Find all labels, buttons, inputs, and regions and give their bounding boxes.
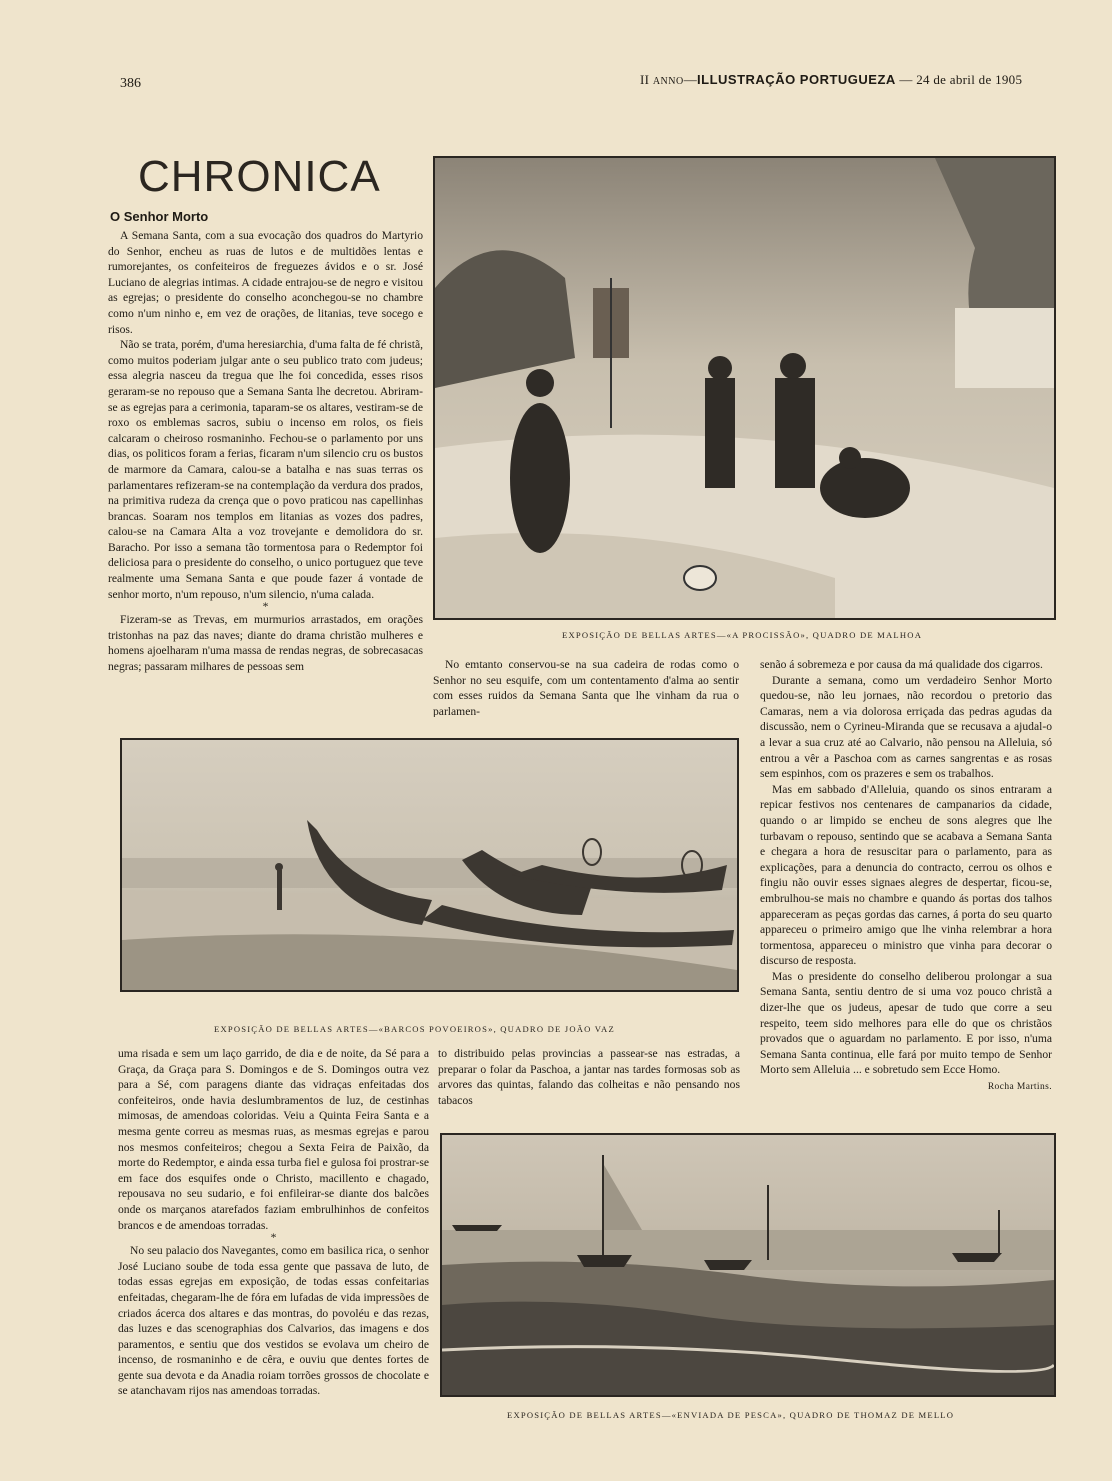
paragraph: No seu palacio dos Navegantes, como em basilica rica, o senhor José Luciano soube de toda essa gente que passava de luto, de todas essas egrejas em exposição, de todas essas confeitarias enfeitadas, chegaram-lhe de fóra em lufadas de vida impressões de criados ácerca dos altares e das montras, do povoléu e das rezas, das luzes e das scenographias dos Calvarios, das imagens e dos paramentos, e sentiu que dos vestidos se evolava um cheiro de incenso, de rosmaninho e de cêra, e ouviu que dentes fortes de gente sua devota e da Anadia roiam torrões grossos de chocolate e se atanchavam rijos nas amendoas torradas. [118,1244,429,1398]
article-subtitle: O Senhor Morto [110,209,209,224]
publication-name: ILLUSTRAÇÃO PORTUGUEZA [697,72,896,87]
text-column-2 [433,657,739,717]
caption-seascape: EXPOSIÇÃO DE BELLAS ARTES—«ENVIADA DE PESCA», QUADRO DE THOMAZ DE MELLO [507,1410,955,1420]
header-year: II [640,72,650,87]
header-anno: ANNO [652,76,684,87]
paragraph: to distribuido pelas provincias a passear-se nas estradas, a preparar o folar da Paschoa, a jantar nas tardes formosas sob as arvores das quintas, falando das colheitas e não pensando nos tabacos [438,1047,740,1107]
text-column-4 [118,1046,429,1429]
paragraph: A Semana Santa, com a sua evocação dos quadros do Martyrio do Senhor, encheu as ruas de lutos e de multidões lentas e rumorejantes, os confeiteiros de freguezes ávidos e o sr. José Luciano de alegrias intimas. A cidade entrajou-se de negro e visitou as egrejas; o presidente do conselho aconchegou-se no chambre como n'um ninho e, em vez de orações, de litanias, teve socego e risos. [108,229,423,336]
paragraph: uma risada e sem um laço garrido, de dia e de noite, da Sé para a Graça, da Graça para S. Domingos e de S. Domingos outra vez para a Sé, com paragens diante das vidraças enfeitadas dos confeiteiros, onde havia deslumbramentos de luz, de cestinhas mimosas, de amendoas coloridas. Veiu a Quinta Feira Santa e a mesma gente correu as mesmas ruas, as mesmas egrejas e parou nos mesmos confeiteiros; chegou a Sexta Feira de Paixão, da morte do Redemptor, e ainda essa turba fiel e gulosa foi prostrar-se em face dos esquifes onde o Christo, macillento e chagado, repousava no seu sudario, e foi enfileirar-se diante dos balcões onde os marçanos atarefados faziam embrulhinhos de confeitos brancos e de amendoas torradas. [118,1047,429,1232]
author-signature: Rocha Martins. [987,1082,1052,1093]
text-column-3 [760,657,1052,1109]
running-header: II ANNO—ILLUSTRAÇÃO PORTUGUEZA — 24 de abril de 1905 [640,72,1023,87]
page-number: 386 [120,76,141,91]
painting-seascape-icon [442,1135,1054,1395]
paragraph: Fizeram-se as Trevas, em murmurios arrastados, em orações tristonhas na paz das naves; diante do drama christão mulheres e homens ajoelharam n'uma massa de rendas negras, de sobrecasacas negras; passaram milhares de pessoas sem [108,613,423,674]
article-title: CHRONICA [138,152,381,201]
paragraph: Não se trata, porém, d'uma heresiarchia, d'uma falta de fé christã, como muitos poderiam julgar ante o seu publico trato com judeus; essa alegria nasceu da tregua que lhe foi concedida, esses risos geraram-se no repouso que a Semana Santa lhe decretou. Abriram-se as egrejas para a cerimonia, taparam-se os altares, vestiram-se de roxo os emblemas sacros, subiu o incenso em rolos, os fieis calcaram o cheiroso rosmaninho. Fechou-se o parlamento por uns dias, os politicos foram a ferias, ficaram n'um silencio cru os bustos de marmore da Camara, calou-se a batalha e nas suas terras os parlamentares refizeram-se na contemplação da verdura dos prados, na primitiva rudeza da crença que o povo praticou nas capellinhas brancas. Soaram nos templos em litanias as vozes dos padres, calou-se na Camara Alta a voz trovejante e demolidora do sr. Baracho. Por isso a semana tão tormentosa para o Redemptor foi deliciosa para o presidente do conselho, o unico portuguez que teve realmente uma Semana Santa e que poude fazer á vontade de senhor morto, n'um repouso, n'um silencio, n'uma calada. [108,338,423,601]
text-column-5 [438,1046,740,1108]
caption-procession: EXPOSIÇÃO DE BELLAS ARTES—«A PROCISSÃO», QUADRO DE MALHOA [562,630,923,640]
paragraph: Durante a semana, como um verdadeiro Senhor Morto quedou-se, não leu jornaes, não recordou o pretorio das Camaras, nem a via dolorosa erriçada das pedras agudas da discussão, nem o Cyrineu-Miranda que se recusava a ajudal-o a levar a sua cruz até ao Calvario, não pensou na Alleluia, só entrou a vêr a Paschoa com as carnes sangrentas e as rosas sem espinhos, com os prazeres e sem os trabalhos. [760,673,1052,781]
painting-procession-icon [435,158,1054,618]
paragraph: Mas em sabbado d'Alleluia, quando os sinos entraram a repicar festivos nos centenares de campanarios da cidade, quando o ar limpido se encheu de sons alegres que lhe turbavam o repouso, sentindo que se acabava a Semana Santa e chegara a hora de resuscitar para o parlamento, para as explicações, para a denuncia do contracto, cerrou os olhos e fingiu não ouvir esses signaes alegres de despertar, ficou-se, embrulhou-se mais no chambre e quando ás portas dos talhos appareceram as peças gordas das carnes, á porta do seu quarto appareceu o primeiro amigo que lhe vinha relembrar a hora tormentosa, appareceu o ministro que vinha para decorar o discurso de resposta. [760,782,1052,968]
caption-boats: EXPOSIÇÃO DE BELLAS ARTES—«BARCOS POVOEIROS», QUADRO DE JOÃO VAZ [214,1024,615,1034]
paragraph: No emtanto conservou-se na sua cadeira de rodas como o Senhor no seu esquife, com um contentamento d'alma ao sentir com esses ruidos da Semana Santa que lhe vinham da rua o parlamen- [433,658,739,717]
paragraph: Mas o presidente do conselho deliberou prolongar a sua Semana Santa, sentiu dentro de si uma voz pouco christã a dizer-lhe que os judeus, apesar de tudo que corre a seu respeito, teem sido melhores para elle do que os christãos provados que o aguardam no parlamento. E por isso, n'uma Semana Santa continua, elle fará por muito tempo de Senhor Morto sem Alleluia ... e sobretudo sem Ecce Homo. [760,969,1052,1077]
paragraph: senão á sobremeza e por causa da má qualidade dos cigarros. [760,658,1043,671]
painting-seascape [440,1133,1056,1397]
painting-procession [433,156,1056,620]
header-date: 24 de abril de 1905 [916,72,1023,87]
painting-boats [120,738,739,992]
section-separator: * [270,1231,277,1245]
section-separator: * [262,600,269,614]
text-column-1 [108,228,423,720]
painting-boats-icon [122,740,737,990]
